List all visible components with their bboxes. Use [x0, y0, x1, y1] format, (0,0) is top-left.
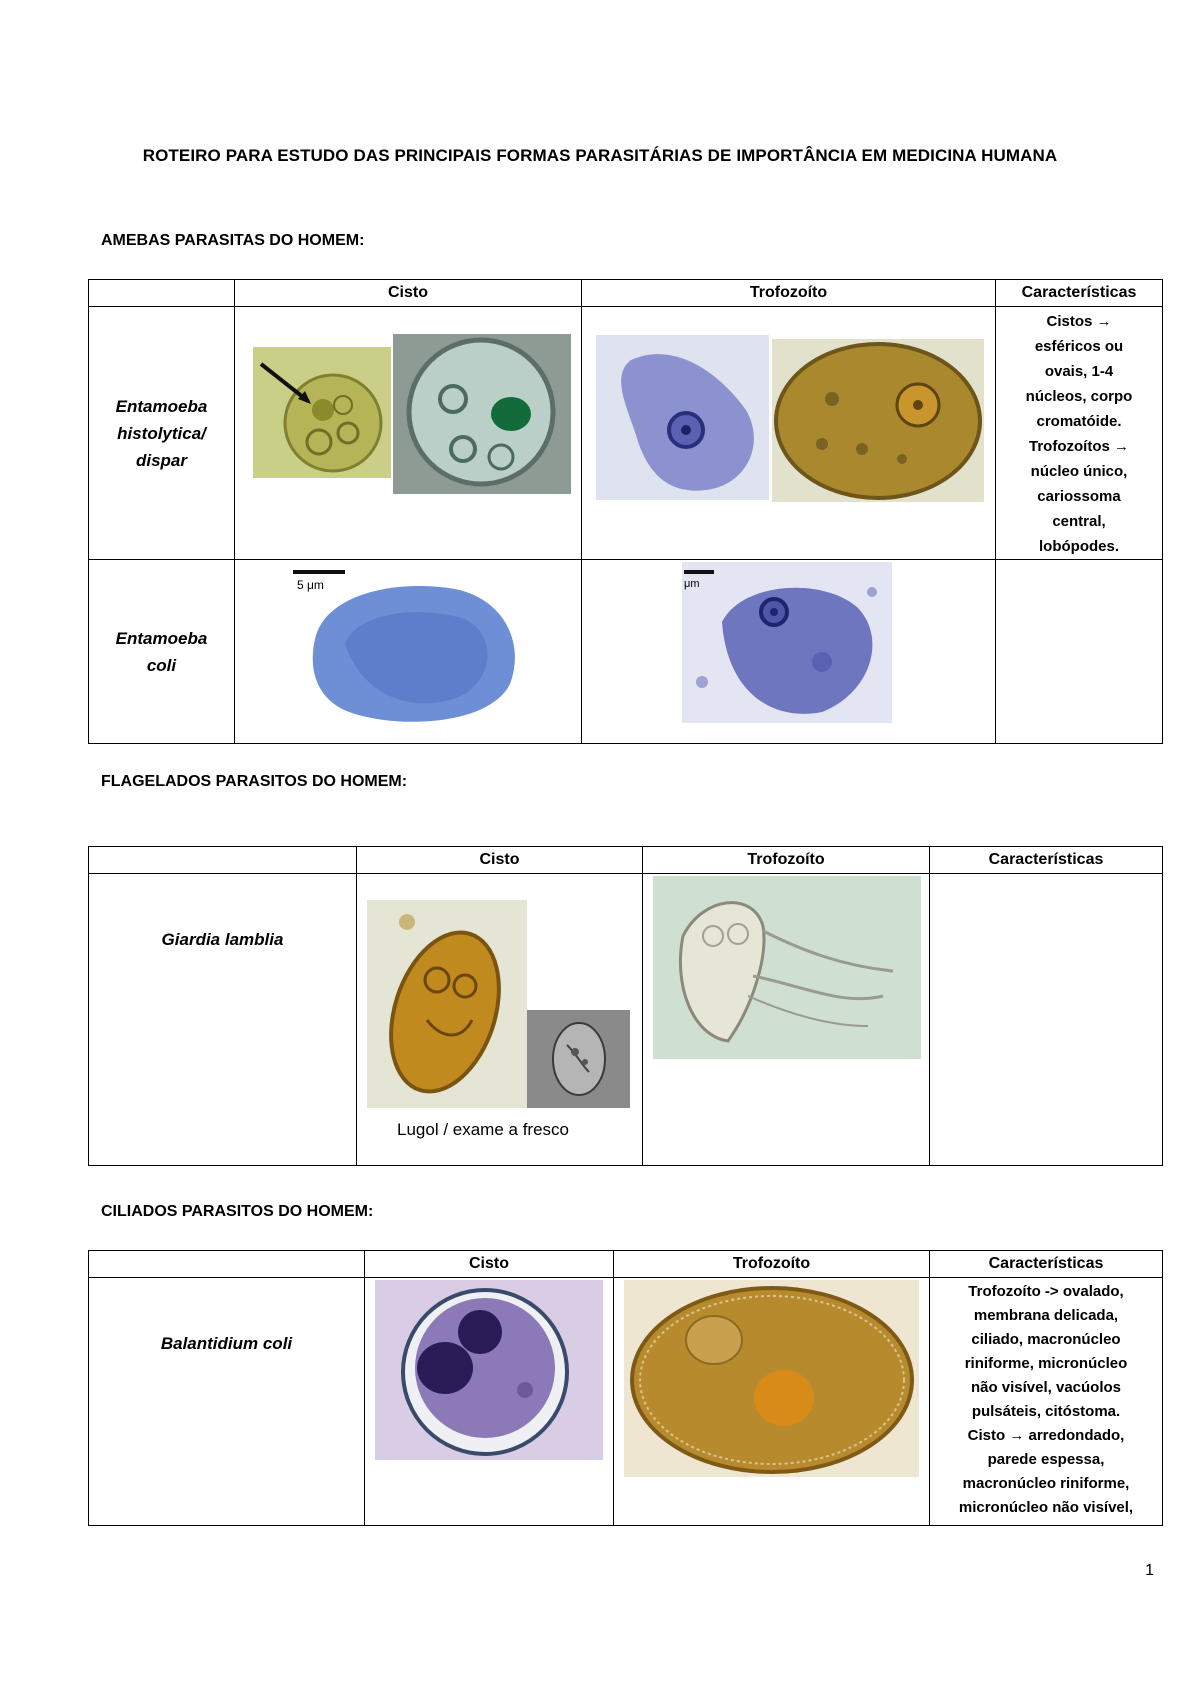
chars-line: cromatóide.	[1036, 413, 1122, 430]
section-heading-amebas: AMEBAS PARASITAS DO HOMEM:	[101, 232, 365, 249]
chars-line: Trofozoítos →	[1029, 438, 1129, 455]
trophozoite-image-cell	[582, 560, 996, 744]
header-caracteristicas: Características	[930, 1251, 1163, 1278]
table-header-row	[89, 280, 1163, 307]
chars-line: Cisto → arredondado,	[967, 1427, 1125, 1444]
characteristics-giardia	[930, 874, 1163, 1166]
page-title: ROTEIRO PARA ESTUDO DAS PRINCIPAIS FORMAS PARASITÁRIAS DE IMPORTÂNCIA EM MEDICINA HUMANA	[142, 146, 1058, 165]
amebas-table	[88, 279, 1163, 744]
chars-line: ovais, 1-4	[1044, 363, 1114, 380]
e-coli-cyst-image	[285, 564, 535, 734]
trophozoite-image-cell	[582, 307, 996, 560]
chars-line: não visível, vacúolos	[970, 1379, 1122, 1396]
e-histolytica-cyst-iodine-image	[253, 347, 391, 478]
header-blank	[89, 1251, 365, 1278]
giardia-trophozoite-image	[653, 876, 921, 1059]
name-line: histolytica/	[117, 423, 206, 443]
balantidium-trophozoite-image	[624, 1280, 919, 1477]
section-heading-flagelados: FLAGELADOS PARASITOS DO HOMEM:	[101, 773, 408, 790]
species-name-balantidium: Balantidium coli	[89, 1278, 365, 1526]
chars-line: central,	[1052, 513, 1106, 530]
section-heading-ciliados: CILIADOS PARASITOS DO HOMEM:	[101, 1203, 374, 1220]
name-line: dispar	[135, 450, 188, 470]
name-line: coli	[146, 655, 177, 675]
species-name-e-coli	[89, 560, 235, 744]
cyst-image-cell	[365, 1278, 614, 1526]
giardia-cyst-lugol-image	[367, 900, 527, 1108]
flagelados-table	[88, 846, 1163, 1166]
header-caracteristicas: Características	[996, 280, 1163, 307]
table-row	[89, 560, 1163, 744]
giardia-cyst-fresh-image	[527, 1010, 630, 1108]
cyst-caption: Lugol / exame a fresco	[397, 1120, 569, 1139]
header-trofozoito: Trofozoíto	[582, 280, 996, 307]
chars-line: Cistos →	[1046, 313, 1112, 330]
page-number: 1	[1145, 1562, 1154, 1579]
chars-line: pulsáteis, citóstoma.	[971, 1403, 1121, 1420]
scale-bar-label: 5 μm	[297, 578, 324, 592]
name-line: Entamoeba	[115, 396, 208, 416]
species-name-e-histolytica	[89, 307, 235, 560]
chars-line: parede espessa,	[987, 1451, 1105, 1468]
species-name-giardia: Giardia lamblia	[89, 874, 357, 1166]
characteristics-balantidium	[930, 1278, 1163, 1526]
name-line: Entamoeba	[115, 628, 208, 648]
e-coli-trophozoite-image	[682, 562, 892, 723]
chars-line: riniforme, micronúcleo	[964, 1355, 1128, 1372]
characteristics-e-coli	[996, 560, 1163, 744]
header-trofozoito: Trofozoíto	[643, 847, 930, 874]
header-trofozoito: Trofozoíto	[614, 1251, 930, 1278]
cyst-image-cell	[357, 874, 643, 1166]
chars-line: micronúcleo não visível,	[958, 1499, 1134, 1516]
scale-bar-label: μm	[684, 578, 700, 590]
e-histolytica-trophozoite-iodine-image	[772, 339, 984, 502]
trophozoite-image-cell	[614, 1278, 930, 1526]
e-histolytica-cyst-trichrome-image	[393, 334, 571, 494]
chars-line: ciliado, macronúcleo	[971, 1331, 1121, 1348]
chars-line: núcleo único,	[1030, 463, 1128, 480]
table-row	[89, 307, 1163, 560]
header-cisto: Cisto	[235, 280, 582, 307]
trophozoite-image-cell	[643, 874, 930, 1166]
ciliados-table	[88, 1250, 1163, 1526]
e-histolytica-trophozoite-blue-image	[596, 335, 769, 500]
chars-line: macronúcleo riniforme,	[962, 1475, 1130, 1492]
table-row	[89, 874, 1163, 1166]
chars-line: lobópodes.	[1039, 538, 1119, 555]
header-caracteristicas: Características	[930, 847, 1163, 874]
table-row	[89, 1278, 1163, 1526]
header-blank	[89, 280, 235, 307]
chars-line: Trofozoíto -> ovalado,	[968, 1283, 1124, 1300]
balantidium-cyst-image	[375, 1280, 603, 1460]
characteristics-e-histolytica	[996, 307, 1163, 560]
chars-line: esféricos ou	[1034, 338, 1124, 355]
chars-line: cariossoma	[1037, 488, 1121, 505]
table-header-row	[89, 847, 1163, 874]
chars-line: membrana delicada,	[973, 1307, 1119, 1324]
header-cisto: Cisto	[357, 847, 643, 874]
chars-line: núcleos, corpo	[1025, 388, 1133, 405]
cyst-image-cell	[235, 560, 582, 744]
header-cisto: Cisto	[365, 1251, 614, 1278]
cyst-image-cell	[235, 307, 582, 560]
table-header-row	[89, 1251, 1163, 1278]
header-blank	[89, 847, 357, 874]
